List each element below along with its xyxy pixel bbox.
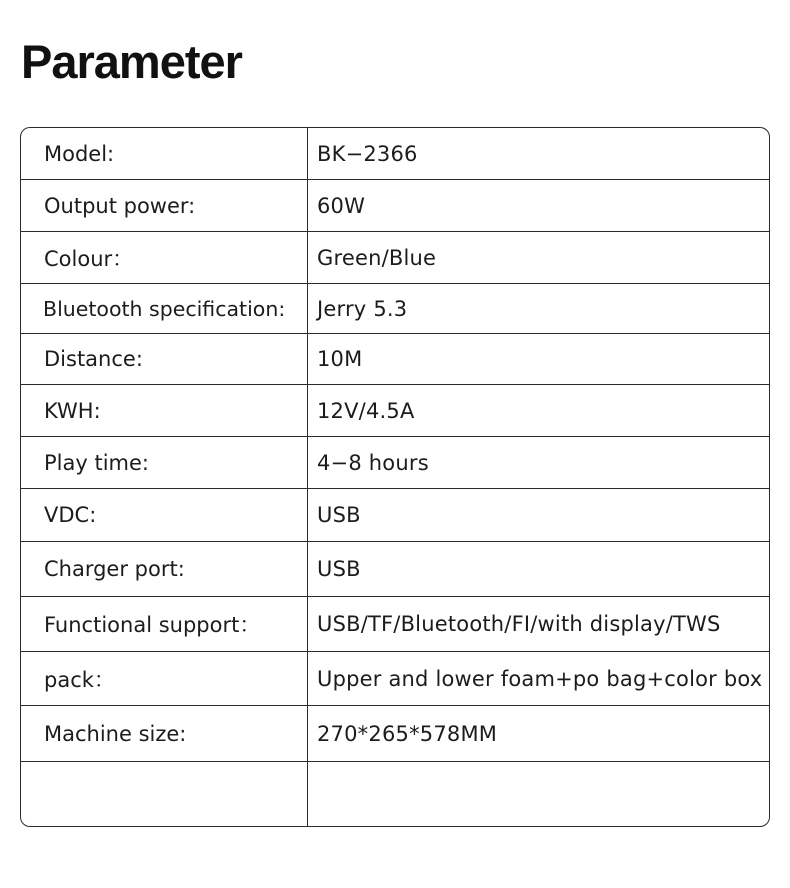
table-row xyxy=(21,128,769,179)
spec-table xyxy=(20,127,770,827)
row-value: Green/Blue xyxy=(317,245,437,270)
row-label: VDC: xyxy=(21,489,308,541)
row-value: BK−2366 xyxy=(317,141,418,166)
row-value: Upper and lower foam+po bag+color box xyxy=(317,666,763,691)
row-label: pack： xyxy=(21,652,308,705)
table-row xyxy=(21,333,769,384)
table-row xyxy=(21,384,769,436)
table-row xyxy=(21,283,769,333)
row-label: Distance: xyxy=(21,334,308,384)
row-label: Charger port: xyxy=(21,542,308,596)
row-label: Bluetooth specification: xyxy=(21,284,308,333)
row-label: Functional support： xyxy=(21,597,308,651)
row-label xyxy=(21,762,308,826)
row-value: 12V/4.5A xyxy=(317,398,415,423)
table-row xyxy=(21,541,769,596)
row-value: Jerry 5.3 xyxy=(317,296,408,321)
row-label: Output power: xyxy=(21,180,308,231)
row-value: 4−8 hours xyxy=(317,450,429,475)
table-row xyxy=(21,705,769,761)
row-value: USB xyxy=(317,503,361,527)
row-value xyxy=(308,762,769,826)
row-label: Play time: xyxy=(21,437,308,488)
row-label: Model: xyxy=(21,128,308,179)
table-row xyxy=(21,231,769,283)
row-value: 60W xyxy=(317,193,366,218)
row-value: USB xyxy=(317,557,361,581)
table-row xyxy=(21,179,769,231)
table-row xyxy=(21,596,769,651)
table-row xyxy=(21,436,769,488)
table-row xyxy=(21,761,769,826)
table-row xyxy=(21,651,769,705)
row-value: 270*265*578MM xyxy=(317,721,498,746)
row-value: USB/TF/Bluetooth/FI/with display/TWS xyxy=(317,612,721,636)
row-label: Machine size: xyxy=(21,706,308,761)
row-value: 10M xyxy=(317,347,363,371)
page-title: Parameter xyxy=(21,35,242,88)
row-label: Colour： xyxy=(21,232,308,283)
table-row xyxy=(21,488,769,541)
row-label: KWH: xyxy=(21,385,308,436)
